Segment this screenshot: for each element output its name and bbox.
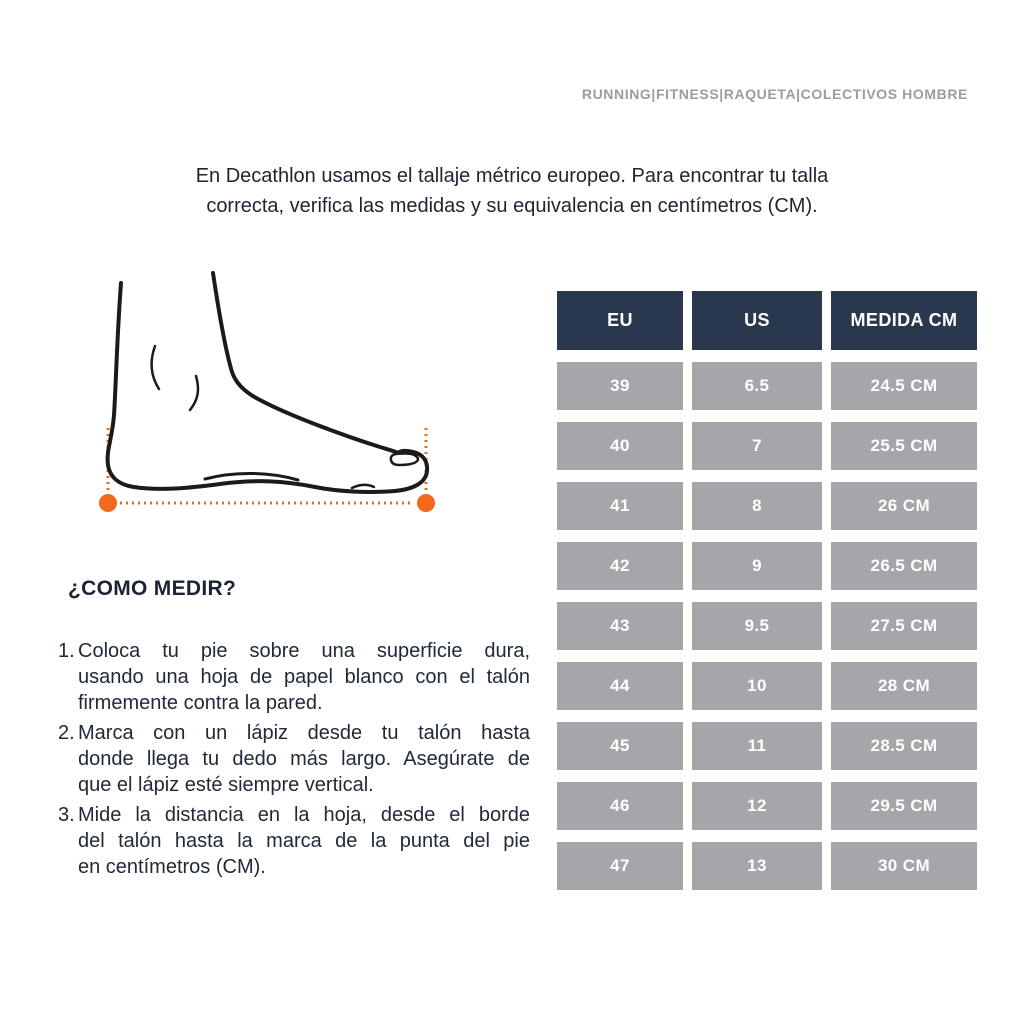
heel-marker-dot — [99, 494, 117, 512]
size-table-cell: 47 — [557, 842, 683, 890]
size-table-cell: 46 — [557, 782, 683, 830]
step-text-line: Marca con un lápiz desde tu talón hasta — [78, 722, 530, 744]
size-table-cell: 11 — [692, 722, 822, 770]
size-table-cell: 40 — [557, 422, 683, 470]
table-header-eu: EU — [557, 291, 683, 350]
step-text-line: en centímetros (CM). — [78, 856, 266, 878]
size-table-cell: 28.5 CM — [831, 722, 977, 770]
step-text-line: Mide la distancia en la hoja, desde el borde — [78, 804, 530, 826]
ankle-crease — [152, 346, 159, 389]
step-text-line: usando una hoja de papel blanco con el talón — [78, 666, 530, 688]
toe-crease — [352, 485, 374, 488]
size-table-cell: 45 — [557, 722, 683, 770]
size-table-cell: 26.5 CM — [831, 542, 977, 590]
size-table-cell: 10 — [692, 662, 822, 710]
size-table-cell: 9 — [692, 542, 822, 590]
size-table-cell: 29.5 CM — [831, 782, 977, 830]
size-table-cell: 26 CM — [831, 482, 977, 530]
step-text-line: del talón hasta la marca de la punta del pie — [78, 830, 530, 852]
step-number: 1. — [58, 640, 75, 662]
size-table-cell: 6.5 — [692, 362, 822, 410]
size-table-cell: 41 — [557, 482, 683, 530]
intro-paragraph — [0, 161, 1024, 221]
step-text-line: firmemente contra la pared. — [78, 692, 323, 714]
step-number: 2. — [58, 722, 75, 744]
step-item — [58, 720, 530, 798]
size-table-cell: 39 — [557, 362, 683, 410]
ankle-crease — [190, 376, 198, 410]
size-table-cell: 8 — [692, 482, 822, 530]
size-table-cell: 27.5 CM — [831, 602, 977, 650]
how-to-measure-steps — [58, 638, 530, 884]
intro-line: En Decathlon usamos el tallaje métrico europeo. Para encontrar tu talla — [195, 165, 829, 187]
intro-line: correcta, verifica las medidas y su equivalencia en centímetros (CM). — [206, 195, 818, 217]
size-conversion-table — [557, 291, 977, 890]
size-table-cell: 12 — [692, 782, 822, 830]
step-item — [58, 638, 530, 716]
category-breadcrumb: RUNNING|FITNESS|RAQUETA|COLECTIVOS HOMBRE — [581, 86, 968, 102]
step-item — [58, 802, 530, 880]
foot-measurement-illustration — [70, 260, 470, 540]
step-number: 3. — [58, 804, 75, 826]
step-text-line: Coloca tu pie sobre una superficie dura, — [78, 640, 530, 662]
size-table-cell: 25.5 CM — [831, 422, 977, 470]
size-table-cell: 24.5 CM — [831, 362, 977, 410]
size-table-cell: 7 — [692, 422, 822, 470]
table-header-medida-cm: MEDIDA CM — [831, 291, 977, 350]
size-table-cell: 9.5 — [692, 602, 822, 650]
toenail — [391, 454, 418, 466]
size-table-cell: 43 — [557, 602, 683, 650]
size-table-cell: 44 — [557, 662, 683, 710]
size-table-cell: 42 — [557, 542, 683, 590]
step-text-line: que el lápiz esté siempre vertical. — [78, 774, 374, 796]
table-header-us: US — [692, 291, 822, 350]
size-table-cell: 30 CM — [831, 842, 977, 890]
step-text-line: donde llega tu dedo más largo. Asegúrate de — [78, 748, 530, 770]
how-to-measure-title: ¿COMO MEDIR? — [68, 577, 237, 600]
arch-crease — [205, 473, 298, 480]
size-table-cell: 28 CM — [831, 662, 977, 710]
toe-marker-dot — [417, 494, 435, 512]
foot-outline — [108, 273, 428, 492]
size-table-cell: 13 — [692, 842, 822, 890]
